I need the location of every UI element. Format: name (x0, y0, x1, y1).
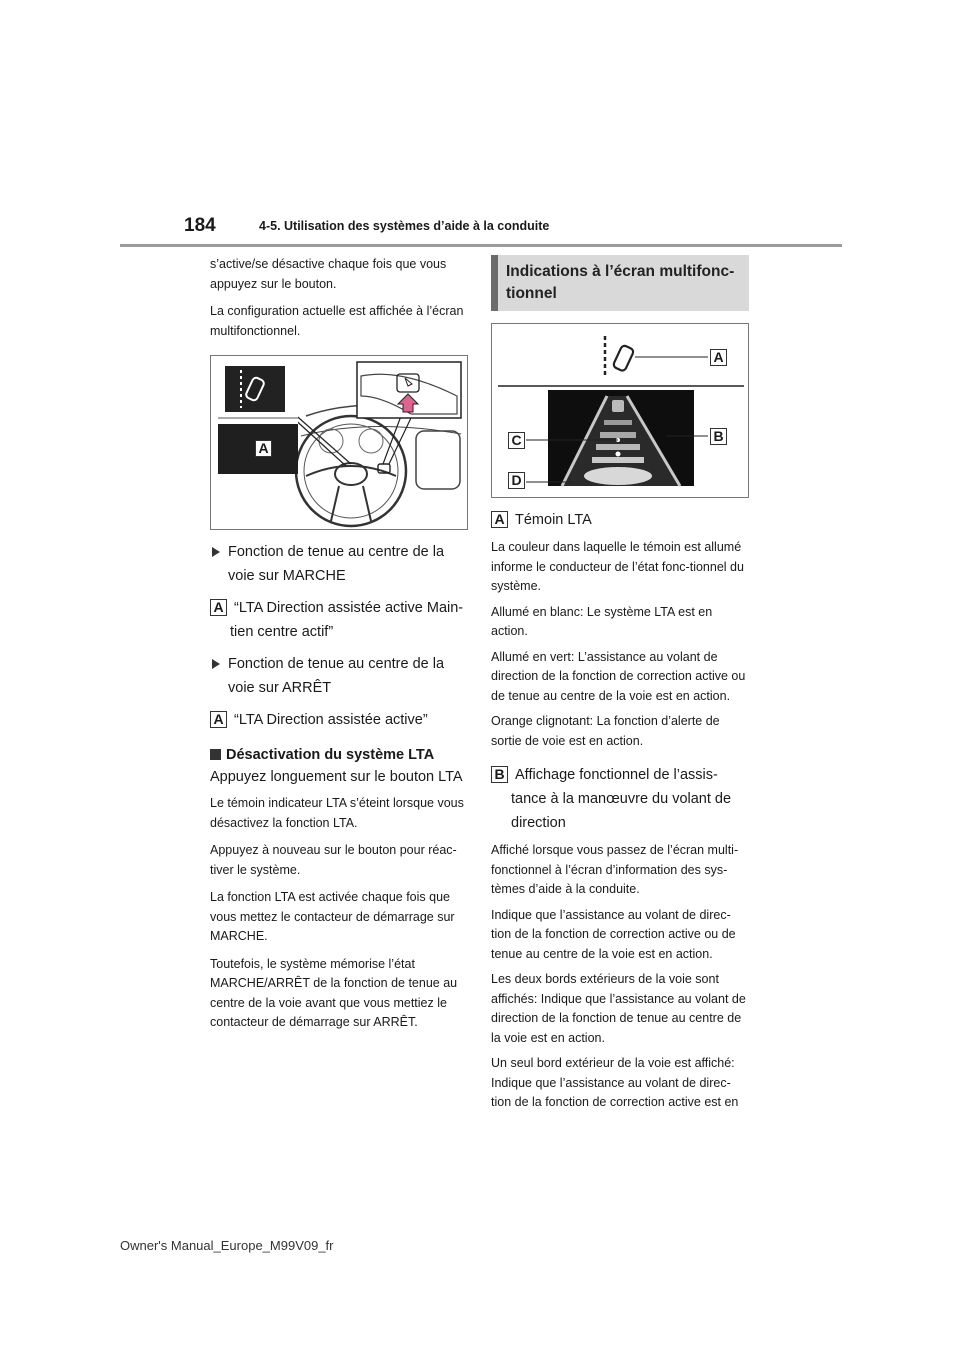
paragraph: La fonction LTA est activée chaque fois que vous mettez le contacteur de démarrage sur MARCHE. (210, 890, 455, 943)
header-rule (120, 244, 842, 247)
paragraph: Affiché lorsque vous passez de l’écran multi-fonctionnel à l’écran d’information des sys-tèmes d’aide à la conduite. (491, 843, 739, 896)
paragraph: Indique que l’assistance au volant de direc-tion de la fonction de correction active ou de tenue au centre de la voie est en action. (491, 907, 736, 961)
paragraph: Orange clignotant: La fonction d’alerte de sortie de voie est en action. (491, 714, 720, 748)
labeled-item: B Affichage fonctionnel de l’assis-tance à la manœuvre du volant de direction (491, 763, 749, 835)
section-header: 4-5. Utilisation des systèmes d’aide à la conduite (259, 219, 550, 233)
labeled-item: A Témoin LTA (491, 508, 749, 532)
figure-label-d: D (508, 472, 525, 490)
bullet-item: Fonction de tenue au centre de la voie sur ARRÊT (210, 652, 468, 700)
left-column (210, 255, 468, 1033)
figure-label-a: A (255, 440, 272, 458)
labeled-item: A “LTA Direction assistée active” (210, 708, 468, 732)
item-label: A (210, 711, 227, 728)
item-label: A (491, 511, 508, 528)
triangle-bullet-icon (212, 547, 220, 557)
dashboard-drawing (211, 356, 467, 529)
page-number: 184 (184, 215, 216, 236)
paragraph: Le témoin indicateur LTA s’éteint lorsque vous désactivez la fonction LTA. (210, 796, 464, 830)
paragraph: Un seul bord extérieur de la voie est affiché: Indique que l’assistance au volant de direc-tion de la fonction de correction active est en (491, 1056, 739, 1109)
multi-info-display-illustration (491, 323, 749, 498)
paragraph: La configuration actuelle est affichée à l’écran multifonctionnel. (210, 304, 464, 338)
paragraph: La couleur dans laquelle le témoin est allumé informe le conducteur de l’état fonc-tionnel du système. (491, 540, 744, 593)
paragraph: s’active/se désactive chaque fois que vous appuyez sur le bouton. (210, 257, 447, 291)
triangle-bullet-icon (212, 659, 220, 669)
paragraph: Les deux bords extérieurs de la voie sont affichés: Indique que l’assistance au volant de direction de la fonction de tenue au centre de la voie est en action. (491, 972, 746, 1045)
subheading: Désactivation du système LTA (210, 744, 468, 766)
paragraph: Allumé en blanc: Le système LTA est en action. (491, 604, 713, 638)
bullet-item: Fonction de tenue au centre de la voie sur MARCHE (210, 540, 468, 588)
item-label: B (491, 766, 508, 783)
figure-label-a: A (710, 349, 727, 367)
right-column (491, 255, 749, 1113)
paragraph: Appuyez à nouveau sur le bouton pour réac-tiver le système. (210, 843, 457, 877)
square-bullet-icon (210, 749, 221, 760)
paragraph: Toutefois, le système mémorise l’état MARCHE/ARRÊT de la fonction de tenue au centre de la voie avant que vous mettiez le contacteur de démarrage sur ARRÊT. (210, 956, 458, 1029)
section-title: Indications à l’écran multifonc-tionnel (491, 255, 749, 311)
paragraph: Allumé en vert: L’assistance au volant de direction de la fonction de correction active ou de tenue au centre de la voie est en action. (491, 649, 746, 703)
lead-text: Appuyez longuement sur le bouton LTA (210, 769, 463, 785)
steering-switch-illustration (210, 355, 468, 530)
figure-label-c: C (508, 432, 525, 450)
figure-label-b: B (710, 428, 727, 446)
item-label: A (210, 599, 227, 616)
footer-text: Owner's Manual_Europe_M99V09_fr (120, 1238, 334, 1253)
labeled-item: A “LTA Direction assistée active Main-tien centre actif” (210, 596, 468, 644)
